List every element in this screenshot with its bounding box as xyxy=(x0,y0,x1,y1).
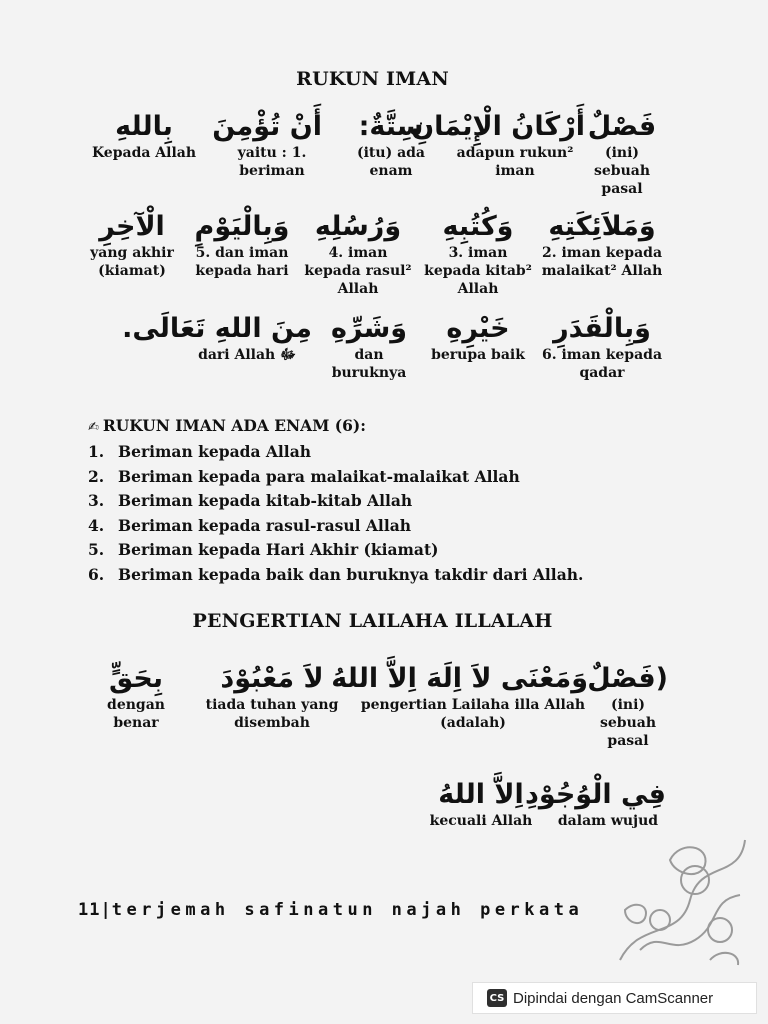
gloss-text: dalam wujud xyxy=(557,813,659,829)
gloss-text: dengan benar xyxy=(107,697,165,731)
list-item xyxy=(88,538,583,563)
list-text: Beriman kepada Hari Akhir (kiamat) xyxy=(118,540,439,559)
list-item xyxy=(88,489,583,514)
arabic-text: بِاللهِ xyxy=(115,111,173,142)
list-number: 6. xyxy=(88,564,105,584)
word-illallah xyxy=(426,778,536,830)
list-text: Beriman kepada para malaikat-malaikat Allah xyxy=(118,466,520,486)
gloss-text: yaitu : 1. beriman xyxy=(237,145,307,179)
word-minallah xyxy=(122,312,312,364)
list-text: Beriman kepada kitab-kitab Allah xyxy=(118,491,413,510)
rukun-list xyxy=(88,440,583,587)
list-number: 1. xyxy=(88,442,105,461)
word-an-tumin xyxy=(212,110,322,180)
arabic-text: لاَ مَعْبُوْدَ xyxy=(220,663,324,694)
arabic-text: سِتَّةٌ: xyxy=(358,111,424,142)
arabic-text: بِحَقٍّ xyxy=(109,663,163,694)
title-pengertian: PENGERTIAN LAILAHA ILLALAH xyxy=(192,610,553,632)
gloss-text: 2. iman kepada malaikat² Allah xyxy=(541,245,663,279)
word-qadar xyxy=(540,312,664,382)
list-heading-text: RUKUN IMAN ADA ENAM (6): xyxy=(102,416,366,435)
arabic-text: فِي الْوُجُوْدِ xyxy=(525,779,666,810)
arabic-text: وَشَرِّهِ xyxy=(330,313,408,344)
word-sittah xyxy=(345,110,437,180)
word-syarr xyxy=(320,312,418,382)
arabic-text: (فَصْلٌ xyxy=(587,663,668,694)
page-footer xyxy=(78,900,583,920)
arabic-text: وَمَلاَئِكَتِهِ xyxy=(548,211,656,242)
gloss-text: (itu) ada enam xyxy=(356,145,426,179)
gloss-text: adapun rukun² iman xyxy=(456,145,574,179)
arabic-text: وَبِالْيَوْمِ xyxy=(194,211,290,242)
list-number: 5. xyxy=(88,540,105,559)
list-number: 4. xyxy=(88,515,105,535)
gloss-text: pengertian Lailaha illa Allah (adalah) xyxy=(360,697,586,731)
gloss-text: Kepada Allah xyxy=(91,145,197,161)
list-item xyxy=(88,440,583,465)
arabic-text: أَنْ تُؤْمِنَ xyxy=(212,111,322,142)
arabic-text: وَرُسُلِهِ xyxy=(314,211,402,242)
arabic-text: فَصْلٌ xyxy=(587,111,657,142)
word-rusul xyxy=(302,210,414,298)
word-bihaqq xyxy=(92,662,180,732)
word-khair xyxy=(428,312,528,364)
gloss-text: (ini) sebuah pasal xyxy=(599,697,656,749)
gloss-text: tiada tuhan yang disembah xyxy=(205,697,339,731)
gloss-text: berupa baik xyxy=(431,347,525,363)
arabic-text: مِنَ اللهِ تَعَالَى. xyxy=(122,313,312,344)
gloss-text: (ini) sebuah pasal xyxy=(593,145,650,197)
gloss-text: 5. dan iman kepada hari xyxy=(195,245,289,279)
footer-title: terjemah safinatun najah perkata xyxy=(111,900,584,920)
arabic-text: اِلاَّ اللهُ xyxy=(438,779,524,810)
arabic-text: خَيْرِهِ xyxy=(446,313,510,344)
word-akhir xyxy=(82,210,182,280)
gloss-text: 6. iman kepada qadar xyxy=(541,347,663,381)
list-number: 2. xyxy=(88,466,105,486)
list-item xyxy=(88,563,583,588)
gloss-text: dari Allah ﷻ xyxy=(198,347,296,363)
word-fasl-2 xyxy=(588,662,668,750)
list-text: Beriman kepada rasul-rasul Allah xyxy=(118,515,412,535)
gloss-text: 3. iman kepada kitab² Allah xyxy=(424,245,532,297)
word-fasl xyxy=(582,110,662,198)
list-item xyxy=(88,465,583,490)
gloss-text: dan buruknya xyxy=(331,347,407,381)
gloss-text: 4. iman kepada rasul² Allah xyxy=(304,245,412,297)
list-number: 3. xyxy=(88,491,105,510)
list-heading xyxy=(88,416,366,435)
title-rukun-iman: RUKUN IMAN xyxy=(296,68,449,90)
camscanner-badge xyxy=(472,982,757,1014)
list-text: Beriman kepada baik dan buruknya takdir dari Allah. xyxy=(118,564,584,584)
arabic-text: وَبِالْقَدَرِ xyxy=(553,313,651,344)
arabic-text: وَكُتُبِهِ xyxy=(442,211,514,242)
list-item xyxy=(88,514,583,539)
word-yaum xyxy=(190,210,294,280)
gloss-text: yang akhir (kiamat) xyxy=(90,245,174,279)
arabic-text: أَرْكَانُ الْإِيْمَانِ xyxy=(411,111,585,142)
word-la-mabud xyxy=(202,662,342,732)
pen-icon: ✍ xyxy=(88,420,99,435)
word-kutub xyxy=(422,210,534,298)
word-makna xyxy=(331,662,588,732)
word-arkan xyxy=(411,110,585,180)
page-number: 11| xyxy=(78,900,112,920)
camscanner-logo-icon: CS xyxy=(487,989,507,1007)
arabic-text: الْآخِرِ xyxy=(99,211,165,242)
gloss-text: kecuali Allah xyxy=(429,813,533,829)
word-malaikat xyxy=(540,210,664,280)
camscanner-text: Dipindai dengan CamScanner xyxy=(513,989,714,1007)
arabic-text: وَمَعْنَى لاَ اِلَهَ اِلاَّ اللهُ xyxy=(331,663,588,694)
floral-ornament-icon xyxy=(600,820,750,970)
word-billah xyxy=(88,110,200,162)
list-text: Beriman kepada Allah xyxy=(118,442,312,461)
